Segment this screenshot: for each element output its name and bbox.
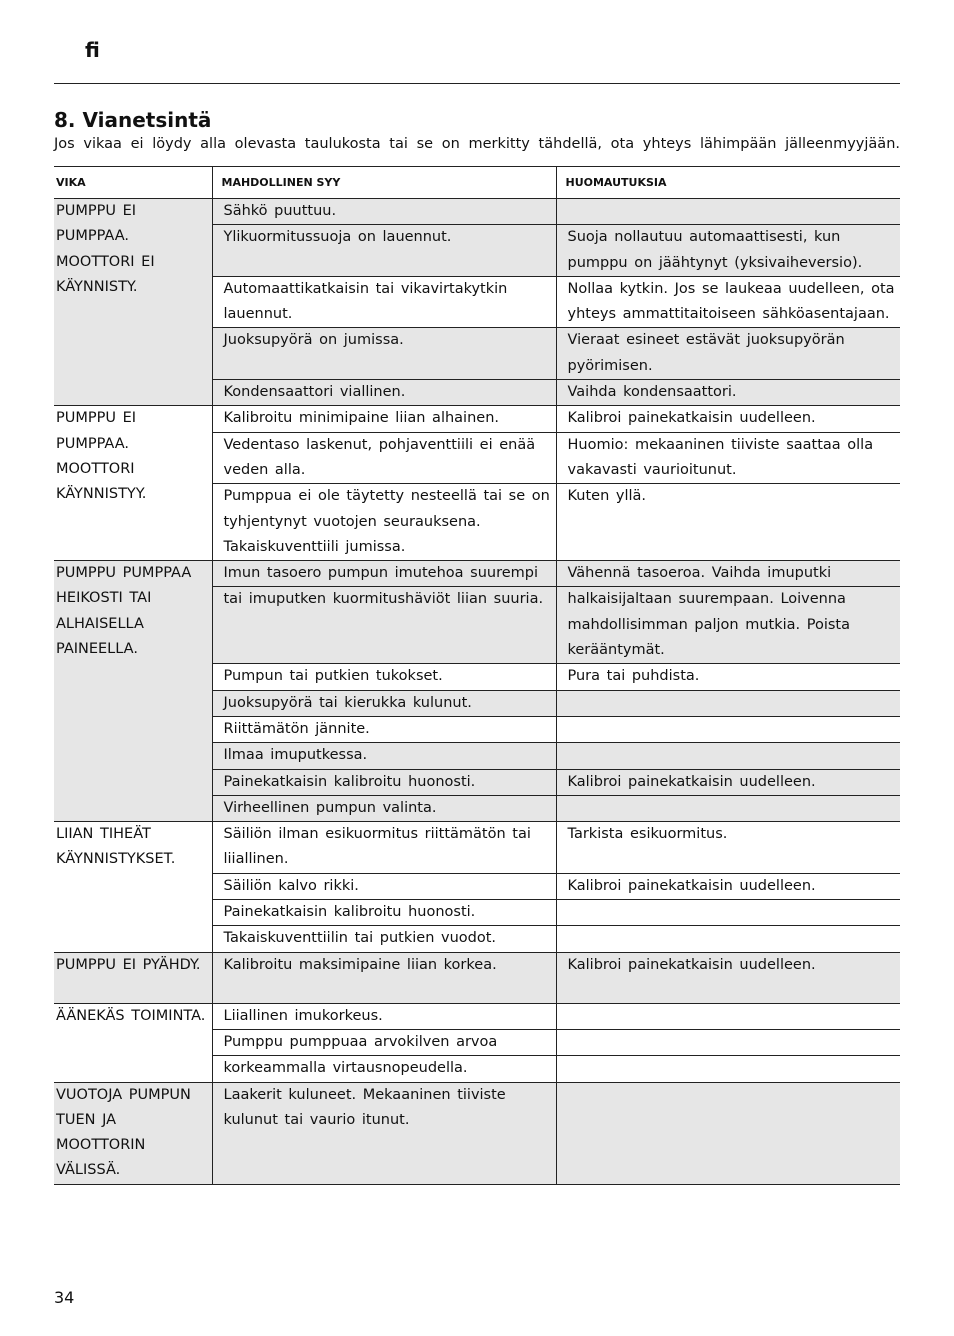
remark-cell: Pura tai puhdista. [556, 664, 900, 690]
remark-cell: Huomio: mekaaninen tiiviste saattaa olla vakavasti vaurioitunut. [556, 432, 900, 484]
remark-cell: Suoja nollautuu automaattisesti, kun pumppu on jäähtynyt (yksivaiheversio). [556, 225, 900, 277]
table-header-row [54, 167, 900, 199]
remark-cell: Nollaa kytkin. Jos se laukeaa uudelleen, ota yhteys ammattitaitoiseen sähköasentajaan. [556, 276, 900, 328]
fault-cell: PUMPPU PUMPPAA HEIKOSTI TAI ALHAISELLA PAINEELLA. [54, 561, 212, 822]
cause-cell: Pumppu pumppuaa arvokilven arvoa [212, 1029, 556, 1055]
remark-cell: halkaisijaltaan suurempaan. Loivenna mahdollisimman paljon mutkia. Poista kerääntymät. [556, 587, 900, 664]
cause-cell: Takaiskuventtiilin tai putkien vuodot. [212, 926, 556, 952]
remark-cell: Kalibroi painekatkaisin uudelleen. [556, 952, 900, 1003]
column-header-syy: MAHDOLLINEN SYY [212, 167, 556, 199]
table-row [54, 199, 900, 225]
remark-cell [556, 900, 900, 926]
fault-cell: LIIAN TIHEÄT KÄYNNISTYKSET. [54, 822, 212, 952]
cause-cell: Juoksupyörä tai kierukka kulunut. [212, 690, 556, 716]
column-header-huomautuksia: HUOMAUTUKSIA [556, 167, 900, 199]
cause-cell: Sähkö puuttuu. [212, 199, 556, 225]
remark-cell [556, 795, 900, 821]
remark-cell [556, 1082, 900, 1184]
section-intro: Jos vikaa ei löydy alla olevasta taulukosta tai se on merkitty tähdellä, ota yhteys lähimpään jälleenmyyjään. [54, 136, 900, 152]
cause-cell: Kondensaattori viallinen. [212, 380, 556, 406]
troubleshooting-table [54, 166, 900, 1185]
remark-cell [556, 690, 900, 716]
remark-cell [556, 926, 900, 952]
fault-cell: ÄÄNEKÄS TOIMINTA. [54, 1003, 212, 1082]
table-row [54, 1003, 900, 1029]
remark-cell: Vähennä tasoeroa. Vaihda imuputki [556, 561, 900, 587]
cause-cell: Säiliön ilman esikuormitus riittämätön tai liiallinen. [212, 822, 556, 874]
remark-cell [556, 1029, 900, 1055]
remark-cell [556, 1056, 900, 1082]
table-row [54, 822, 900, 874]
cause-cell: Säiliön kalvo rikki. [212, 873, 556, 899]
table-row [54, 952, 900, 1003]
language-code: fi [85, 38, 100, 62]
cause-cell: Painekatkaisin kalibroitu huonosti. [212, 900, 556, 926]
column-header-vika: VIKA [54, 167, 212, 199]
fault-cell: PUMPPU EI PUMPPAA. MOOTTORI KÄYNNISTYY. [54, 406, 212, 561]
cause-cell: Ilmaa imuputkessa. [212, 743, 556, 769]
cause-cell: Pumpun tai putkien tukokset. [212, 664, 556, 690]
cause-cell: Imun tasoero pumpun imutehoa suurempi [212, 561, 556, 587]
page-number: 34 [54, 1288, 75, 1307]
remark-cell [556, 1003, 900, 1029]
remark-cell: Vaihda kondensaattori. [556, 380, 900, 406]
cause-cell: Liiallinen imukorkeus. [212, 1003, 556, 1029]
fault-cell: PUMPPU EI PUMPPAA. MOOTTORI EI KÄYNNISTY. [54, 199, 212, 406]
header-rule [54, 83, 900, 84]
cause-cell: Pumppua ei ole täytetty nesteellä tai se on tyhjentynyt vuotojen seurauksena. Takaiskuventtiili jumissa. [212, 484, 556, 561]
cause-cell: Painekatkaisin kalibroitu huonosti. [212, 769, 556, 795]
remark-cell [556, 199, 900, 225]
section-title: 8. Vianetsintä [54, 108, 212, 132]
remark-cell: Tarkista esikuormitus. [556, 822, 900, 874]
table-row [54, 1082, 900, 1184]
remark-cell: Kalibroi painekatkaisin uudelleen. [556, 769, 900, 795]
fault-cell: VUOTOJA PUMPUN TUEN JA MOOTTORIN VÄLISSÄ. [54, 1082, 212, 1184]
table-row [54, 561, 900, 587]
remark-cell: Kuten yllä. [556, 484, 900, 561]
cause-cell: Kalibroitu maksimipaine liian korkea. [212, 952, 556, 1003]
remark-cell [556, 716, 900, 742]
cause-cell: Riittämätön jännite. [212, 716, 556, 742]
cause-cell: tai imuputken kuormitushäviöt liian suuria. [212, 587, 556, 664]
remark-cell: Vieraat esineet estävät juoksupyörän pyörimisen. [556, 328, 900, 380]
cause-cell: Vedentaso laskenut, pohjaventtiili ei enää veden alla. [212, 432, 556, 484]
remark-cell: Kalibroi painekatkaisin uudelleen. [556, 873, 900, 899]
cause-cell: Laakerit kuluneet. Mekaaninen tiiviste kulunut tai vaurio itunut. [212, 1082, 556, 1184]
cause-cell: Automaattikatkaisin tai vikavirtakytkin lauennut. [212, 276, 556, 328]
cause-cell: Kalibroitu minimipaine liian alhainen. [212, 406, 556, 432]
cause-cell: korkeammalla virtausnopeudella. [212, 1056, 556, 1082]
cause-cell: Virheellinen pumpun valinta. [212, 795, 556, 821]
remark-cell [556, 743, 900, 769]
cause-cell: Ylikuormitussuoja on lauennut. [212, 225, 556, 277]
table-row [54, 406, 900, 432]
remark-cell: Kalibroi painekatkaisin uudelleen. [556, 406, 900, 432]
fault-cell: PUMPPU EI PYÄHDY. [54, 952, 212, 1003]
cause-cell: Juoksupyörä on jumissa. [212, 328, 556, 380]
